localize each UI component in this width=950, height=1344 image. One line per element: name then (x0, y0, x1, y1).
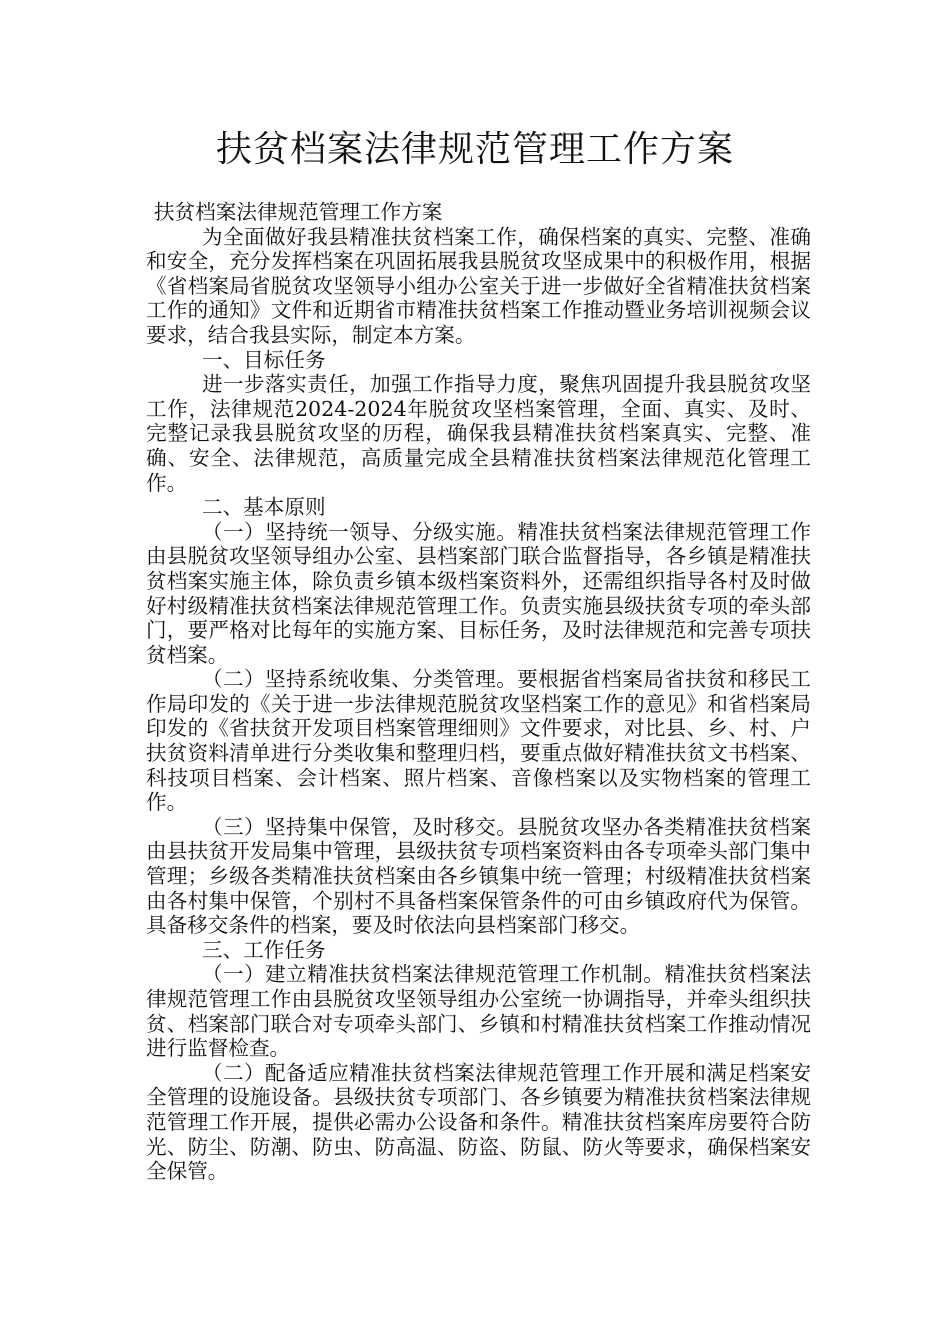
intro-paragraph: 为全面做好我县精准扶贫档案工作，确保档案的真实、完整、准确和安全，充分发挥档案在巩固拓展我县脱贫攻坚成果中的积极作用，根据《省档案局省脱贫攻坚领导小组办公室关于进一步做好全省精准扶贫档案工作的通知》文件和近期省市精准扶贫档案工作推动暨业务培训视频会议要求，结合我县实际，制定本方案。 (146, 224, 811, 347)
document-title: 扶贫档案法律规范管理工作方案 (215, 129, 734, 170)
section-heading-principles: 二、基本原则 (202, 495, 326, 520)
section-heading-tasks: 三、工作任务 (202, 937, 326, 962)
document-body (146, 200, 811, 1184)
section-heading-goals: 一、目标任务 (202, 347, 326, 372)
goals-paragraph: 进一步落实责任，加强工作指导力度，聚焦巩固提升我县脱贫攻坚工作，法律规范2024-2024年脱贫攻坚档案管理，全面、真实、及时、完整记录我县脱贫攻坚的历程，确保我县精准扶贫档案真实、完整、准确、安全、法律规范，高质量完成全县精准扶贫档案法律规范化管理工作。 (146, 372, 811, 495)
principle-paragraph-2: （二）坚持系统收集、分类管理。要根据省档案局省扶贫和移民工作局印发的《关于进一步法律规范脱贫攻坚档案工作的意见》和省档案局印发的《省扶贫开发项目档案管理细则》文件要求，对比县、乡、村、户扶贫资料清单进行分类收集和整理归档，要重点做好精准扶贫文书档案、科技项目档案、会计档案、照片档案、音像档案以及实物档案的管理工作。 (146, 667, 811, 815)
document-subtitle: 扶贫档案法律规范管理工作方案 (154, 200, 443, 224)
principle-paragraph-1: （一）坚持统一领导、分级实施。精准扶贫档案法律规范管理工作由县脱贫攻坚领导组办公室、县档案部门联合监督指导，各乡镇是精准扶贫档案实施主体，除负责乡镇本级档案资料外，还需组织指导各村及时做好村级精准扶贫档案法律规范管理工作。负责实施县级扶贫专项的牵头部门，要严格对比每年的实施方案、目标任务，及时法律规范和完善专项扶贫档案。 (146, 519, 811, 667)
task-paragraph-1: （一）建立精准扶贫档案法律规范管理工作机制。精准扶贫档案法律规范管理工作由县脱贫攻坚领导组办公室统一协调指导，并牵头组织扶贫、档案部门联合对专项牵头部门、乡镇和村精准扶贫档案工作推动情况进行监督检查。 (146, 962, 811, 1061)
task-paragraph-2: （二）配备适应精准扶贫档案法律规范管理工作开展和满足档案安全管理的设施设备。县级扶贫专项部门、各乡镇要为精准扶贫档案法律规范管理工作开展，提供必需办公设备和条件。精准扶贫档案库房要符合防光、防尘、防潮、防虫、防高温、防盗、防鼠、防火等要求，确保档案安全保管。 (146, 1060, 811, 1184)
principle-paragraph-3: （三）坚持集中保管，及时移交。县脱贫攻坚办各类精准扶贫档案由县扶贫开发局集中管理，县级扶贫专项档案资料由各专项牵头部门集中管理；乡级各类精准扶贫档案由各乡镇集中统一管理；村级精准扶贫档案由各村集中保管，个别村不具备档案保管条件的可由乡镇政府代为保管。具备移交条件的档案，要及时依法向县档案部门移交。 (146, 814, 811, 938)
